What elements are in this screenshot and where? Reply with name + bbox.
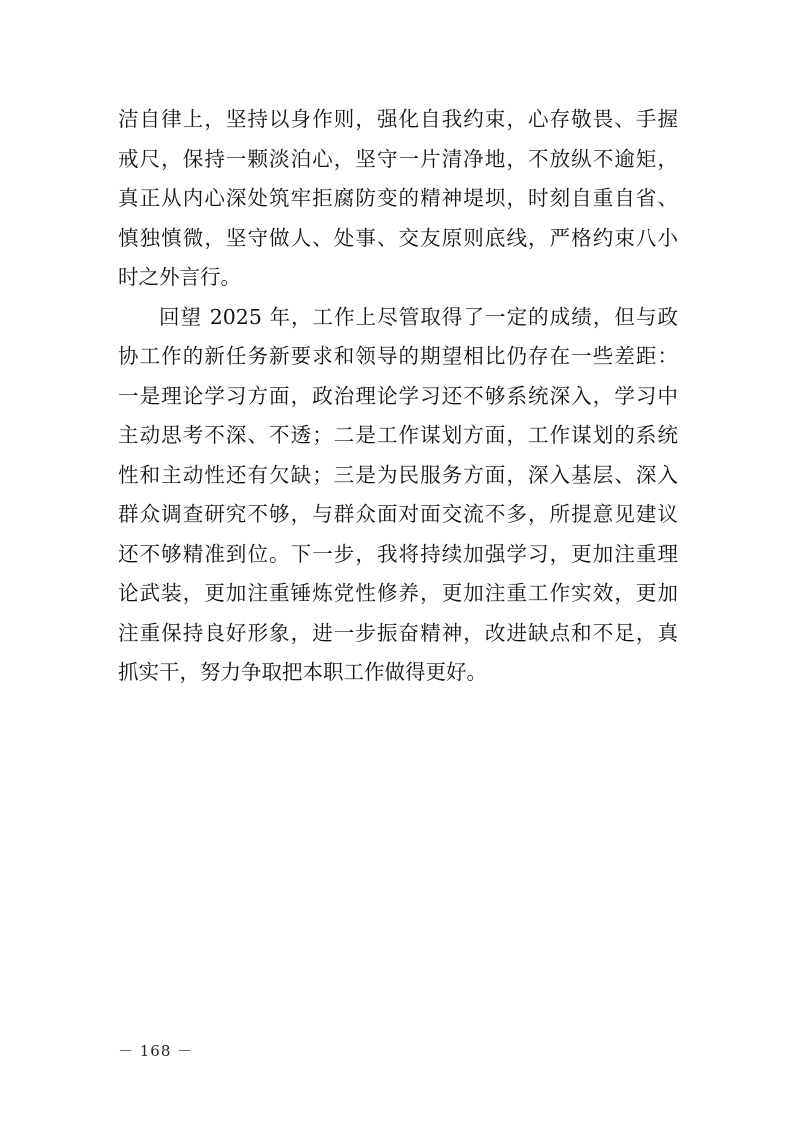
page-number: － 168 － [118,1042,194,1060]
paragraph-line: 论武装，更加注重锤炼党性修养，更加注重工作实效，更加 [118,581,678,605]
paragraph-line: 协工作的新任务新要求和领导的期望相比仍存在一些差距： [118,344,678,368]
paragraph-line: 性和主动性还有欠缺；三是为民服务方面，深入基层、深入 [118,462,678,487]
paragraph-line: 洁自律上，坚持以身作则，强化自我约束，心存敬畏、手握 [118,107,678,131]
paragraph-line: 戒尺，保持一颗淡泊心，坚守一片清净地，不放纵不逾矩， [118,146,678,171]
paragraph-2 [118,298,678,693]
paragraph-line: 时之外言行。 [118,265,241,289]
paragraph-line: 注重保持良好形象，进一步振奋精神，改进缺点和不足，真 [118,620,678,645]
paragraph-line: 抓实干，努力争取把本职工作做得更好。 [118,660,487,684]
paragraph-line: 慎独慎微，坚守做人、处事、交友原则底线，严格约束八小 [118,225,678,250]
paragraph-line: 一是理论学习方面，政治理论学习还不够系统深入，学习中 [118,383,678,408]
paragraph-line: 真正从内心深处筑牢拒腐防变的精神堤坝，时刻自重自省、 [118,186,678,210]
paragraph-line: 回望 2025 年，工作上尽管取得了一定的成绩，但与政 [159,304,678,329]
paragraph-line: 还不够精准到位。下一步，我将持续加强学习，更加注重理 [118,541,678,566]
paragraph-1 [118,100,678,298]
body-text [118,100,678,693]
paragraph-line: 主动思考不深、不透；二是工作谋划方面，工作谋划的系统 [118,423,678,447]
paragraph-line: 群众调查研究不够，与群众面对面交流不多，所提意见建议 [118,502,678,526]
